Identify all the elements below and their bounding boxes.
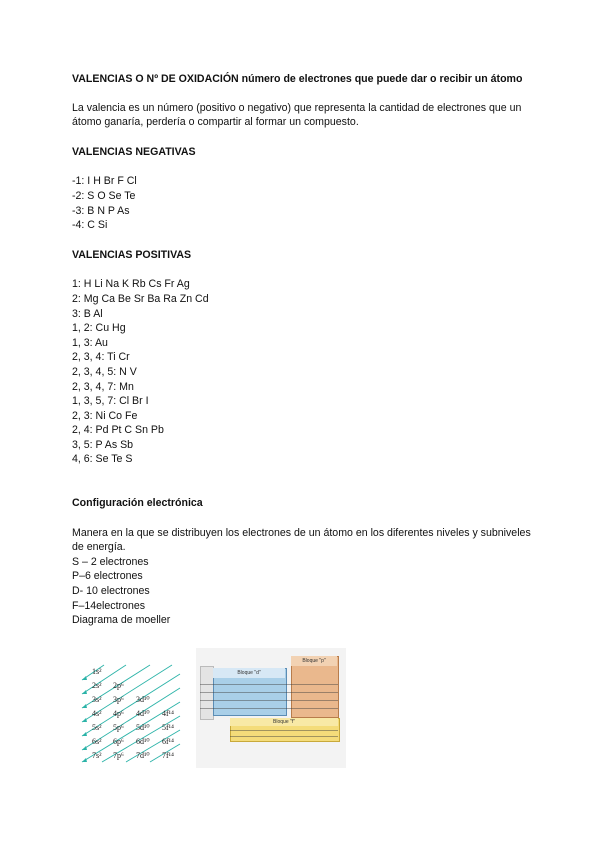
orbital-label: 5f¹⁴ bbox=[162, 723, 174, 732]
row-divider bbox=[200, 700, 338, 701]
list-item: 2, 3: Ni Co Fe bbox=[72, 409, 138, 422]
negative-valences-heading: VALENCIAS NEGATIVAS bbox=[72, 145, 196, 158]
page-title: VALENCIAS O Nº DE OXIDACIÓN número de electrones que puede dar o recibir un átomo bbox=[72, 73, 523, 85]
row-divider bbox=[230, 730, 338, 731]
orbital-label: 5p⁶ bbox=[113, 723, 124, 732]
row-divider bbox=[200, 692, 338, 693]
orbital-label: 4p⁶ bbox=[113, 709, 124, 718]
d-block-label: Bloque "d" bbox=[213, 668, 285, 678]
list-item: 3: B Al bbox=[72, 307, 103, 320]
orbital-label: 7f¹⁴ bbox=[162, 751, 174, 760]
list-item: -3: B N P As bbox=[72, 204, 130, 217]
row-divider bbox=[230, 736, 338, 737]
config-list bbox=[72, 555, 532, 628]
orbital-label: 1s² bbox=[92, 667, 102, 676]
orbital-label: 3s² bbox=[92, 695, 102, 704]
orbital-label: 2s² bbox=[92, 681, 102, 690]
orbital-label: 5d¹⁰ bbox=[136, 723, 150, 732]
orbital-label: 6f¹⁴ bbox=[162, 737, 174, 746]
orbital-label: 4d¹⁰ bbox=[136, 709, 150, 718]
config-heading: Configuración electrónica bbox=[72, 497, 203, 510]
list-item: Diagrama de moeller bbox=[72, 614, 171, 627]
orbital-label: 4f¹⁴ bbox=[162, 709, 174, 718]
f-block-label: Bloque "f" bbox=[230, 718, 338, 726]
orbital-label: 4s² bbox=[92, 709, 102, 718]
orbital-label: 6p⁶ bbox=[113, 737, 124, 746]
list-item: -4: C Si bbox=[72, 219, 108, 232]
list-item: 1: H Li Na K Rb Cs Fr Ag bbox=[72, 278, 190, 291]
list-item: 4, 6: Se Te S bbox=[72, 453, 133, 466]
row-divider bbox=[200, 708, 338, 709]
list-item: F–14electrones bbox=[72, 599, 146, 612]
orbital-label: 3p⁶ bbox=[113, 695, 124, 704]
moeller-diagram bbox=[80, 662, 190, 764]
config-paragraph: Manera en la que se distribuyen los electrones de un átomo en los diferentes niveles y subniveles de energía. bbox=[72, 526, 531, 554]
list-item: P–6 electrones bbox=[72, 570, 143, 583]
orbital-label: 7p⁶ bbox=[113, 751, 124, 760]
negative-valences-list bbox=[72, 174, 532, 232]
orbital-label: 7s² bbox=[92, 751, 102, 760]
list-item: S – 2 electrones bbox=[72, 555, 149, 568]
list-item: -2: S O Se Te bbox=[72, 189, 136, 202]
periodic-table-blocks-image bbox=[196, 648, 346, 768]
list-item: 2: Mg Ca Be Sr Ba Ra Zn Cd bbox=[72, 292, 209, 305]
list-item: 2, 3, 4, 5: N V bbox=[72, 365, 137, 378]
document-body bbox=[72, 72, 532, 628]
list-item: 2, 4: Pd Pt C Sn Pb bbox=[72, 424, 164, 437]
orbital-label: 5s² bbox=[92, 723, 102, 732]
list-item: -1: I H Br F Cl bbox=[72, 175, 137, 188]
orbital-label: 2p⁶ bbox=[113, 681, 124, 690]
intro-paragraph: La valencia es un número (positivo o negativo) que representa la cantidad de electrones que un átomo ganaría, perdería o compartir al formar un compuesto. bbox=[72, 101, 522, 129]
list-item: 3, 5: P As Sb bbox=[72, 438, 134, 451]
list-item: 1, 3, 5, 7: Cl Br I bbox=[72, 395, 149, 408]
orbital-label: 6d¹⁰ bbox=[136, 737, 150, 746]
orbital-label: 3d¹⁰ bbox=[136, 695, 150, 704]
orbital-label: 7d¹⁰ bbox=[136, 751, 150, 760]
positive-valences-heading: VALENCIAS POSITIVAS bbox=[72, 248, 192, 261]
p-block-label: Bloque "p" bbox=[291, 656, 337, 666]
list-item: D- 10 electrones bbox=[72, 585, 150, 598]
list-item: 2, 3, 4, 7: Mn bbox=[72, 380, 134, 393]
s-block bbox=[200, 666, 214, 720]
row-divider bbox=[200, 684, 338, 685]
list-item: 1, 3: Au bbox=[72, 336, 108, 349]
positive-valences-list bbox=[72, 277, 532, 467]
list-item: 2, 3, 4: Ti Cr bbox=[72, 351, 130, 364]
list-item: 1, 2: Cu Hg bbox=[72, 322, 126, 335]
orbital-label: 6s² bbox=[92, 737, 102, 746]
